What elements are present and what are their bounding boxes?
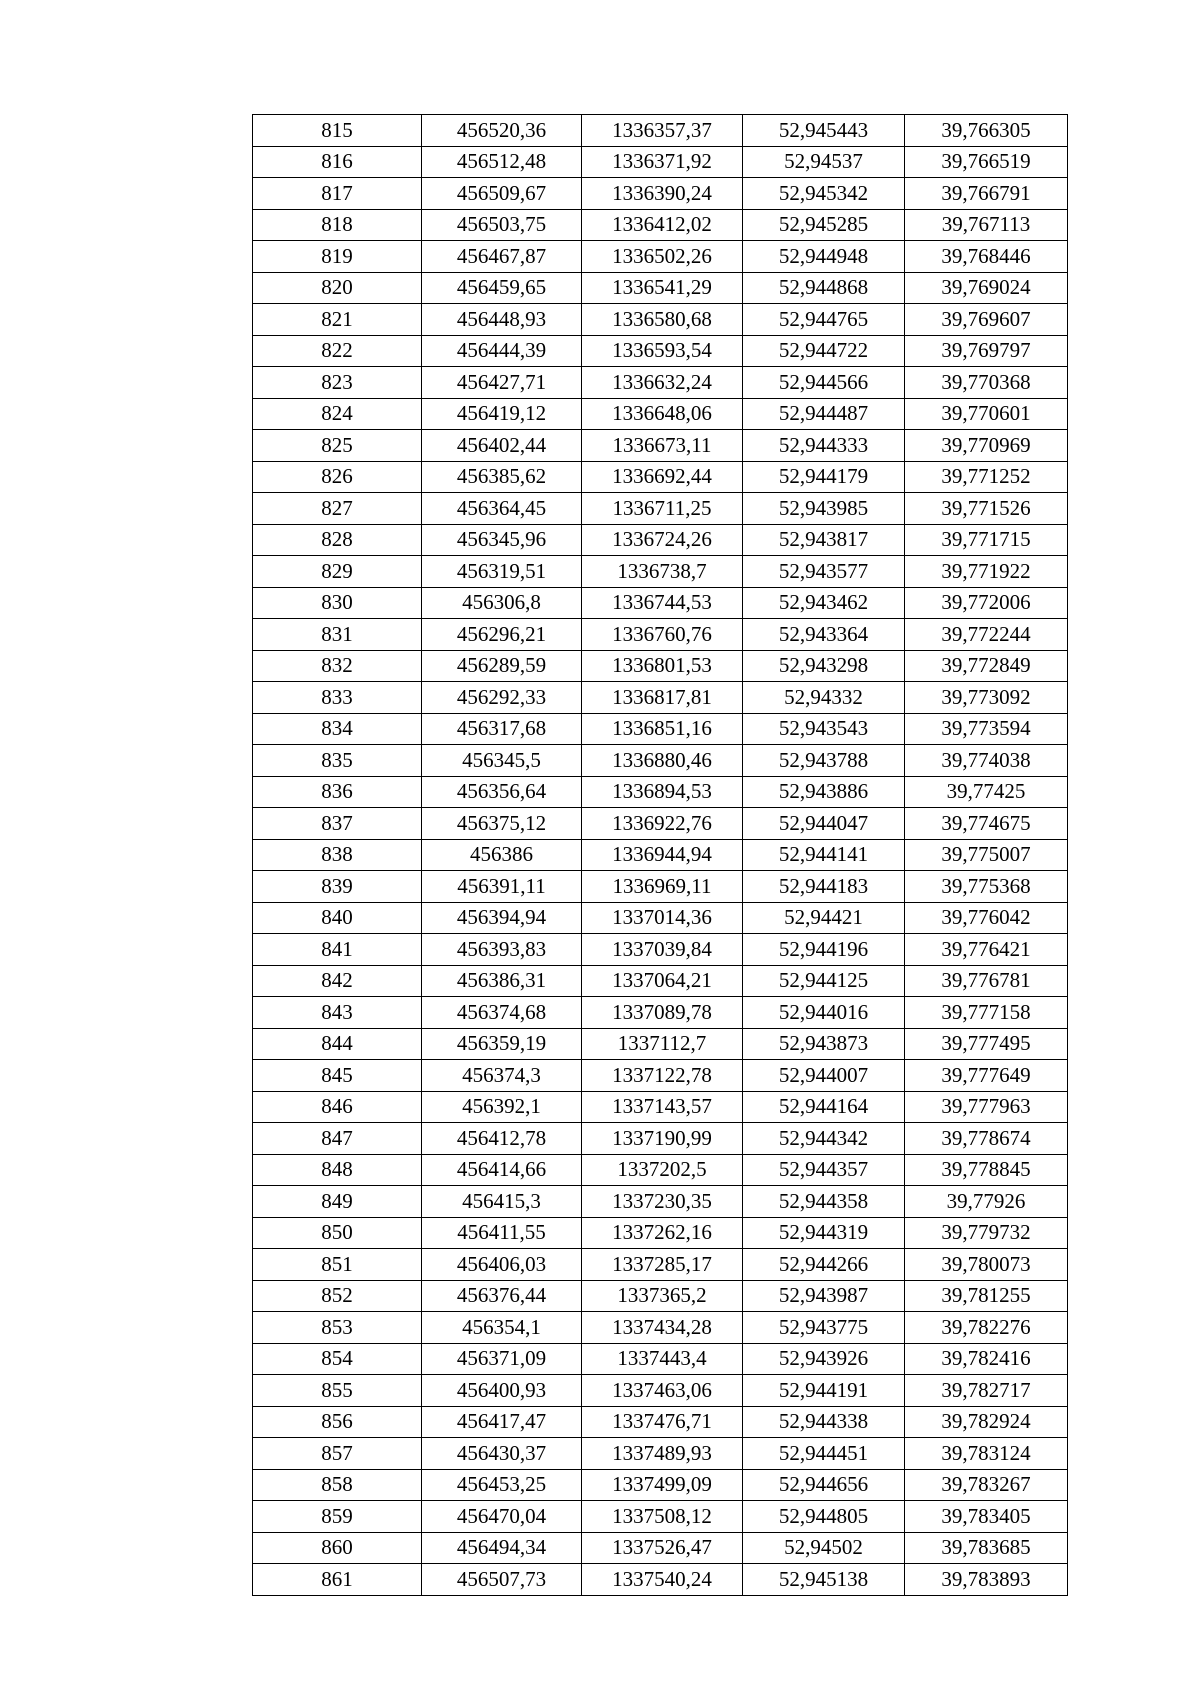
- longitude-cell: 39,766519: [905, 146, 1068, 178]
- longitude-cell: 39,781255: [905, 1280, 1068, 1312]
- x-coordinate-cell: 456509,67: [422, 178, 582, 210]
- table-row: [253, 808, 1068, 840]
- point-number-cell: 829: [253, 556, 422, 588]
- latitude-cell: 52,944451: [743, 1438, 905, 1470]
- y-coordinate-cell: 1337112,7: [582, 1028, 743, 1060]
- x-coordinate-cell: 456402,44: [422, 430, 582, 462]
- latitude-cell: 52,944125: [743, 965, 905, 997]
- x-coordinate-cell: 456411,55: [422, 1217, 582, 1249]
- longitude-cell: 39,770368: [905, 367, 1068, 399]
- x-coordinate-cell: 456453,25: [422, 1469, 582, 1501]
- x-coordinate-cell: 456374,3: [422, 1060, 582, 1092]
- point-number-cell: 844: [253, 1028, 422, 1060]
- latitude-cell: 52,943577: [743, 556, 905, 588]
- table-row: [253, 1312, 1068, 1344]
- point-number-cell: 851: [253, 1249, 422, 1281]
- y-coordinate-cell: 1336880,46: [582, 745, 743, 777]
- longitude-cell: 39,777649: [905, 1060, 1068, 1092]
- y-coordinate-cell: 1337190,99: [582, 1123, 743, 1155]
- y-coordinate-cell: 1336541,29: [582, 272, 743, 304]
- point-number-cell: 830: [253, 587, 422, 619]
- table-row: [253, 713, 1068, 745]
- y-coordinate-cell: 1336817,81: [582, 682, 743, 714]
- y-coordinate-cell: 1336673,11: [582, 430, 743, 462]
- x-coordinate-cell: 456412,78: [422, 1123, 582, 1155]
- point-number-cell: 852: [253, 1280, 422, 1312]
- y-coordinate-cell: 1336357,37: [582, 115, 743, 147]
- latitude-cell: 52,944179: [743, 461, 905, 493]
- table-row: [253, 1501, 1068, 1533]
- latitude-cell: 52,944183: [743, 871, 905, 903]
- table-row: [253, 965, 1068, 997]
- point-number-cell: 856: [253, 1406, 422, 1438]
- x-coordinate-cell: 456406,03: [422, 1249, 582, 1281]
- latitude-cell: 52,944196: [743, 934, 905, 966]
- point-number-cell: 820: [253, 272, 422, 304]
- longitude-cell: 39,783405: [905, 1501, 1068, 1533]
- latitude-cell: 52,94502: [743, 1532, 905, 1564]
- point-number-cell: 827: [253, 493, 422, 525]
- x-coordinate-cell: 456359,19: [422, 1028, 582, 1060]
- longitude-cell: 39,770601: [905, 398, 1068, 430]
- y-coordinate-cell: 1336502,26: [582, 241, 743, 273]
- longitude-cell: 39,766791: [905, 178, 1068, 210]
- y-coordinate-cell: 1336724,26: [582, 524, 743, 556]
- point-number-cell: 854: [253, 1343, 422, 1375]
- latitude-cell: 52,945443: [743, 115, 905, 147]
- table-row: [253, 1249, 1068, 1281]
- x-coordinate-cell: 456289,59: [422, 650, 582, 682]
- y-coordinate-cell: 1337089,78: [582, 997, 743, 1029]
- y-coordinate-cell: 1337499,09: [582, 1469, 743, 1501]
- table-row: [253, 745, 1068, 777]
- y-coordinate-cell: 1336851,16: [582, 713, 743, 745]
- longitude-cell: 39,783893: [905, 1564, 1068, 1596]
- latitude-cell: 52,944191: [743, 1375, 905, 1407]
- y-coordinate-cell: 1336969,11: [582, 871, 743, 903]
- x-coordinate-cell: 456371,09: [422, 1343, 582, 1375]
- latitude-cell: 52,944722: [743, 335, 905, 367]
- x-coordinate-cell: 456345,96: [422, 524, 582, 556]
- x-coordinate-cell: 456400,93: [422, 1375, 582, 1407]
- point-number-cell: 848: [253, 1154, 422, 1186]
- longitude-cell: 39,782924: [905, 1406, 1068, 1438]
- y-coordinate-cell: 1336692,44: [582, 461, 743, 493]
- x-coordinate-cell: 456374,68: [422, 997, 582, 1029]
- x-coordinate-cell: 456394,94: [422, 902, 582, 934]
- y-coordinate-cell: 1337285,17: [582, 1249, 743, 1281]
- point-number-cell: 836: [253, 776, 422, 808]
- latitude-cell: 52,944765: [743, 304, 905, 336]
- point-number-cell: 857: [253, 1438, 422, 1470]
- latitude-cell: 52,943873: [743, 1028, 905, 1060]
- table-row: [253, 997, 1068, 1029]
- longitude-cell: 39,766305: [905, 115, 1068, 147]
- x-coordinate-cell: 456375,12: [422, 808, 582, 840]
- longitude-cell: 39,77926: [905, 1186, 1068, 1218]
- latitude-cell: 52,944358: [743, 1186, 905, 1218]
- x-coordinate-cell: 456419,12: [422, 398, 582, 430]
- point-number-cell: 843: [253, 997, 422, 1029]
- table-row: [253, 619, 1068, 651]
- x-coordinate-cell: 456306,8: [422, 587, 582, 619]
- table-row: [253, 304, 1068, 336]
- longitude-cell: 39,771526: [905, 493, 1068, 525]
- table-row: [253, 871, 1068, 903]
- latitude-cell: 52,943462: [743, 587, 905, 619]
- table-row: [253, 115, 1068, 147]
- y-coordinate-cell: 1336801,53: [582, 650, 743, 682]
- point-number-cell: 846: [253, 1091, 422, 1123]
- y-coordinate-cell: 1337434,28: [582, 1312, 743, 1344]
- y-coordinate-cell: 1336632,24: [582, 367, 743, 399]
- table-row: [253, 209, 1068, 241]
- y-coordinate-cell: 1336648,06: [582, 398, 743, 430]
- latitude-cell: 52,943985: [743, 493, 905, 525]
- table-row: [253, 1469, 1068, 1501]
- table-row: [253, 461, 1068, 493]
- point-number-cell: 826: [253, 461, 422, 493]
- latitude-cell: 52,944656: [743, 1469, 905, 1501]
- longitude-cell: 39,772006: [905, 587, 1068, 619]
- point-number-cell: 818: [253, 209, 422, 241]
- point-number-cell: 817: [253, 178, 422, 210]
- point-number-cell: 825: [253, 430, 422, 462]
- x-coordinate-cell: 456392,1: [422, 1091, 582, 1123]
- longitude-cell: 39,772244: [905, 619, 1068, 651]
- y-coordinate-cell: 1337064,21: [582, 965, 743, 997]
- table-row: [253, 1217, 1068, 1249]
- latitude-cell: 52,944164: [743, 1091, 905, 1123]
- x-coordinate-cell: 456467,87: [422, 241, 582, 273]
- point-number-cell: 845: [253, 1060, 422, 1092]
- longitude-cell: 39,77425: [905, 776, 1068, 808]
- latitude-cell: 52,944141: [743, 839, 905, 871]
- longitude-cell: 39,772849: [905, 650, 1068, 682]
- y-coordinate-cell: 1337540,24: [582, 1564, 743, 1596]
- x-coordinate-cell: 456356,64: [422, 776, 582, 808]
- point-number-cell: 815: [253, 115, 422, 147]
- x-coordinate-cell: 456414,66: [422, 1154, 582, 1186]
- y-coordinate-cell: 1336412,02: [582, 209, 743, 241]
- longitude-cell: 39,767113: [905, 209, 1068, 241]
- y-coordinate-cell: 1337463,06: [582, 1375, 743, 1407]
- point-number-cell: 849: [253, 1186, 422, 1218]
- longitude-cell: 39,771922: [905, 556, 1068, 588]
- longitude-cell: 39,782416: [905, 1343, 1068, 1375]
- longitude-cell: 39,783124: [905, 1438, 1068, 1470]
- longitude-cell: 39,770969: [905, 430, 1068, 462]
- latitude-cell: 52,943886: [743, 776, 905, 808]
- latitude-cell: 52,943775: [743, 1312, 905, 1344]
- point-number-cell: 834: [253, 713, 422, 745]
- longitude-cell: 39,771715: [905, 524, 1068, 556]
- x-coordinate-cell: 456427,71: [422, 367, 582, 399]
- table-row: [253, 1438, 1068, 1470]
- longitude-cell: 39,777963: [905, 1091, 1068, 1123]
- x-coordinate-cell: 456345,5: [422, 745, 582, 777]
- table-row: [253, 902, 1068, 934]
- table-row: [253, 1532, 1068, 1564]
- table-row: [253, 524, 1068, 556]
- x-coordinate-cell: 456386,31: [422, 965, 582, 997]
- latitude-cell: 52,944342: [743, 1123, 905, 1155]
- latitude-cell: 52,945285: [743, 209, 905, 241]
- longitude-cell: 39,774675: [905, 808, 1068, 840]
- longitude-cell: 39,775007: [905, 839, 1068, 871]
- latitude-cell: 52,944357: [743, 1154, 905, 1186]
- table-row: [253, 839, 1068, 871]
- point-number-cell: 821: [253, 304, 422, 336]
- point-number-cell: 855: [253, 1375, 422, 1407]
- x-coordinate-cell: 456319,51: [422, 556, 582, 588]
- point-number-cell: 842: [253, 965, 422, 997]
- y-coordinate-cell: 1336738,7: [582, 556, 743, 588]
- longitude-cell: 39,769797: [905, 335, 1068, 367]
- table-row: [253, 1060, 1068, 1092]
- x-coordinate-cell: 456430,37: [422, 1438, 582, 1470]
- point-number-cell: 841: [253, 934, 422, 966]
- table-row: [253, 1343, 1068, 1375]
- x-coordinate-cell: 456317,68: [422, 713, 582, 745]
- point-number-cell: 859: [253, 1501, 422, 1533]
- y-coordinate-cell: 1336390,24: [582, 178, 743, 210]
- latitude-cell: 52,943298: [743, 650, 905, 682]
- y-coordinate-cell: 1336711,25: [582, 493, 743, 525]
- x-coordinate-cell: 456448,93: [422, 304, 582, 336]
- longitude-cell: 39,783685: [905, 1532, 1068, 1564]
- point-number-cell: 831: [253, 619, 422, 651]
- point-number-cell: 823: [253, 367, 422, 399]
- y-coordinate-cell: 1337365,2: [582, 1280, 743, 1312]
- latitude-cell: 52,944016: [743, 997, 905, 1029]
- latitude-cell: 52,945138: [743, 1564, 905, 1596]
- longitude-cell: 39,776421: [905, 934, 1068, 966]
- point-number-cell: 835: [253, 745, 422, 777]
- latitude-cell: 52,944566: [743, 367, 905, 399]
- table-row: [253, 146, 1068, 178]
- y-coordinate-cell: 1337202,5: [582, 1154, 743, 1186]
- point-number-cell: 839: [253, 871, 422, 903]
- table-row: [253, 178, 1068, 210]
- point-number-cell: 824: [253, 398, 422, 430]
- longitude-cell: 39,777158: [905, 997, 1068, 1029]
- point-number-cell: 832: [253, 650, 422, 682]
- x-coordinate-cell: 456391,11: [422, 871, 582, 903]
- latitude-cell: 52,94421: [743, 902, 905, 934]
- latitude-cell: 52,944948: [743, 241, 905, 273]
- table-row: [253, 1186, 1068, 1218]
- point-number-cell: 833: [253, 682, 422, 714]
- longitude-cell: 39,769607: [905, 304, 1068, 336]
- x-coordinate-cell: 456459,65: [422, 272, 582, 304]
- longitude-cell: 39,783267: [905, 1469, 1068, 1501]
- coordinates-table-body: [253, 115, 1068, 1596]
- table-row: [253, 682, 1068, 714]
- y-coordinate-cell: 1337443,4: [582, 1343, 743, 1375]
- latitude-cell: 52,944805: [743, 1501, 905, 1533]
- table-row: [253, 1154, 1068, 1186]
- latitude-cell: 52,943788: [743, 745, 905, 777]
- x-coordinate-cell: 456385,62: [422, 461, 582, 493]
- latitude-cell: 52,94332: [743, 682, 905, 714]
- point-number-cell: 858: [253, 1469, 422, 1501]
- table-row: [253, 241, 1068, 273]
- latitude-cell: 52,943543: [743, 713, 905, 745]
- y-coordinate-cell: 1336894,53: [582, 776, 743, 808]
- point-number-cell: 816: [253, 146, 422, 178]
- latitude-cell: 52,943926: [743, 1343, 905, 1375]
- latitude-cell: 52,944047: [743, 808, 905, 840]
- x-coordinate-cell: 456444,39: [422, 335, 582, 367]
- longitude-cell: 39,774038: [905, 745, 1068, 777]
- latitude-cell: 52,943817: [743, 524, 905, 556]
- y-coordinate-cell: 1336944,94: [582, 839, 743, 871]
- point-number-cell: 828: [253, 524, 422, 556]
- y-coordinate-cell: 1336760,76: [582, 619, 743, 651]
- point-number-cell: 847: [253, 1123, 422, 1155]
- point-number-cell: 819: [253, 241, 422, 273]
- longitude-cell: 39,776781: [905, 965, 1068, 997]
- latitude-cell: 52,943987: [743, 1280, 905, 1312]
- latitude-cell: 52,943364: [743, 619, 905, 651]
- longitude-cell: 39,775368: [905, 871, 1068, 903]
- x-coordinate-cell: 456354,1: [422, 1312, 582, 1344]
- y-coordinate-cell: 1337526,47: [582, 1532, 743, 1564]
- point-number-cell: 822: [253, 335, 422, 367]
- point-number-cell: 861: [253, 1564, 422, 1596]
- longitude-cell: 39,769024: [905, 272, 1068, 304]
- x-coordinate-cell: 456393,83: [422, 934, 582, 966]
- x-coordinate-cell: 456470,04: [422, 1501, 582, 1533]
- latitude-cell: 52,945342: [743, 178, 905, 210]
- y-coordinate-cell: 1337122,78: [582, 1060, 743, 1092]
- x-coordinate-cell: 456292,33: [422, 682, 582, 714]
- x-coordinate-cell: 456507,73: [422, 1564, 582, 1596]
- x-coordinate-cell: 456415,3: [422, 1186, 582, 1218]
- table-row: [253, 367, 1068, 399]
- latitude-cell: 52,944007: [743, 1060, 905, 1092]
- longitude-cell: 39,776042: [905, 902, 1068, 934]
- table-row: [253, 587, 1068, 619]
- longitude-cell: 39,768446: [905, 241, 1068, 273]
- latitude-cell: 52,94537: [743, 146, 905, 178]
- table-row: [253, 1280, 1068, 1312]
- y-coordinate-cell: 1336371,92: [582, 146, 743, 178]
- longitude-cell: 39,782717: [905, 1375, 1068, 1407]
- y-coordinate-cell: 1337489,93: [582, 1438, 743, 1470]
- longitude-cell: 39,773594: [905, 713, 1068, 745]
- table-row: [253, 1375, 1068, 1407]
- latitude-cell: 52,944333: [743, 430, 905, 462]
- longitude-cell: 39,778674: [905, 1123, 1068, 1155]
- table-row: [253, 776, 1068, 808]
- coordinates-table: [252, 114, 1068, 1596]
- table-row: [253, 398, 1068, 430]
- table-row: [253, 1123, 1068, 1155]
- longitude-cell: 39,780073: [905, 1249, 1068, 1281]
- point-number-cell: 853: [253, 1312, 422, 1344]
- table-row: [253, 272, 1068, 304]
- y-coordinate-cell: 1337143,57: [582, 1091, 743, 1123]
- x-coordinate-cell: 456520,36: [422, 115, 582, 147]
- table-row: [253, 1406, 1068, 1438]
- x-coordinate-cell: 456386: [422, 839, 582, 871]
- point-number-cell: 850: [253, 1217, 422, 1249]
- y-coordinate-cell: 1337262,16: [582, 1217, 743, 1249]
- x-coordinate-cell: 456503,75: [422, 209, 582, 241]
- latitude-cell: 52,944338: [743, 1406, 905, 1438]
- point-number-cell: 860: [253, 1532, 422, 1564]
- y-coordinate-cell: 1337508,12: [582, 1501, 743, 1533]
- latitude-cell: 52,944266: [743, 1249, 905, 1281]
- table-row: [253, 335, 1068, 367]
- x-coordinate-cell: 456494,34: [422, 1532, 582, 1564]
- point-number-cell: 840: [253, 902, 422, 934]
- table-row: [253, 1091, 1068, 1123]
- table-row: [253, 650, 1068, 682]
- x-coordinate-cell: 456296,21: [422, 619, 582, 651]
- y-coordinate-cell: 1337476,71: [582, 1406, 743, 1438]
- longitude-cell: 39,777495: [905, 1028, 1068, 1060]
- table-row: [253, 1028, 1068, 1060]
- table-row: [253, 556, 1068, 588]
- latitude-cell: 52,944487: [743, 398, 905, 430]
- longitude-cell: 39,773092: [905, 682, 1068, 714]
- point-number-cell: 838: [253, 839, 422, 871]
- y-coordinate-cell: 1336580,68: [582, 304, 743, 336]
- x-coordinate-cell: 456376,44: [422, 1280, 582, 1312]
- x-coordinate-cell: 456417,47: [422, 1406, 582, 1438]
- latitude-cell: 52,944319: [743, 1217, 905, 1249]
- y-coordinate-cell: 1336922,76: [582, 808, 743, 840]
- y-coordinate-cell: 1337014,36: [582, 902, 743, 934]
- longitude-cell: 39,778845: [905, 1154, 1068, 1186]
- y-coordinate-cell: 1337230,35: [582, 1186, 743, 1218]
- y-coordinate-cell: 1337039,84: [582, 934, 743, 966]
- y-coordinate-cell: 1336744,53: [582, 587, 743, 619]
- longitude-cell: 39,782276: [905, 1312, 1068, 1344]
- point-number-cell: 837: [253, 808, 422, 840]
- table-row: [253, 934, 1068, 966]
- y-coordinate-cell: 1336593,54: [582, 335, 743, 367]
- x-coordinate-cell: 456512,48: [422, 146, 582, 178]
- longitude-cell: 39,771252: [905, 461, 1068, 493]
- x-coordinate-cell: 456364,45: [422, 493, 582, 525]
- table-row: [253, 430, 1068, 462]
- table-row: [253, 1564, 1068, 1596]
- table-row: [253, 493, 1068, 525]
- latitude-cell: 52,944868: [743, 272, 905, 304]
- longitude-cell: 39,779732: [905, 1217, 1068, 1249]
